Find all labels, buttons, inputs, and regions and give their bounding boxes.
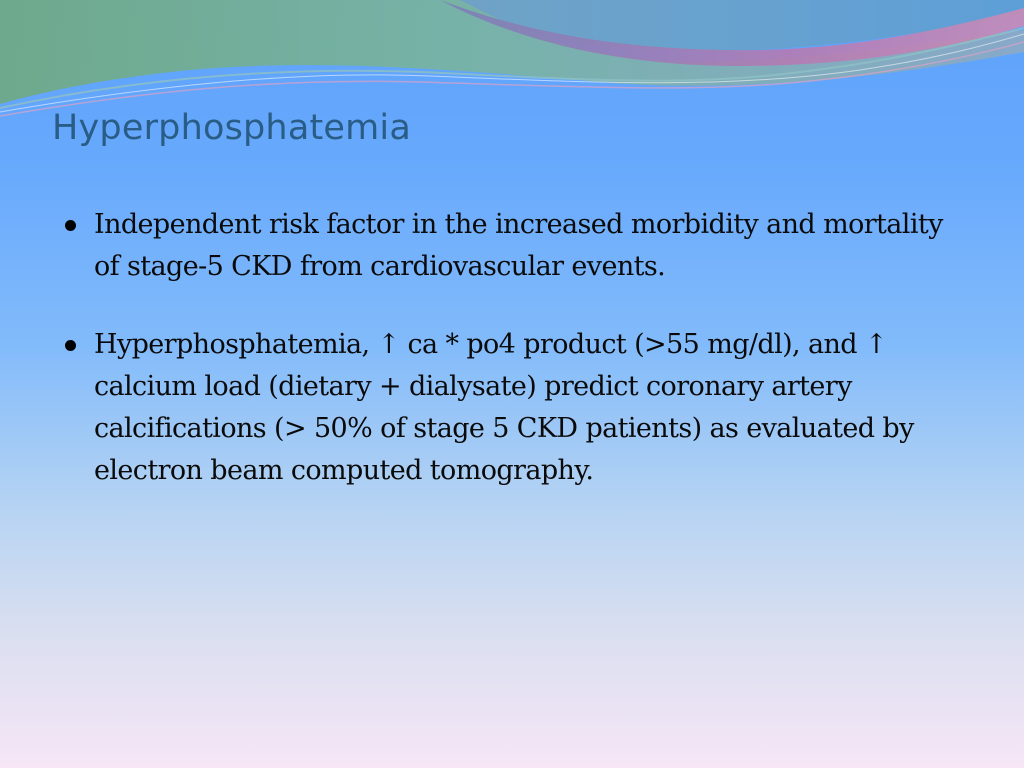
bullet-item: [62, 204, 962, 288]
bullet-dot-icon: [65, 340, 76, 351]
bullet-text: Independent risk factor in the increased morbidity and mortality of stage-5 CKD from cardiovascular events.: [94, 209, 943, 282]
bullet-dot-icon: [65, 220, 76, 231]
bullet-item: [62, 324, 962, 492]
slide-title: Hyperphosphatemia: [52, 108, 411, 148]
bullet-list: [62, 204, 962, 528]
bullet-text: Hyperphosphatemia, ↑ ca * po4 product (>55 mg/dl), and ↑ calcium load (dietary + dialysate) predict coronary artery calcifications (> 50% of stage 5 CKD patients) as evaluated by electron beam computed tomography.: [94, 329, 914, 486]
